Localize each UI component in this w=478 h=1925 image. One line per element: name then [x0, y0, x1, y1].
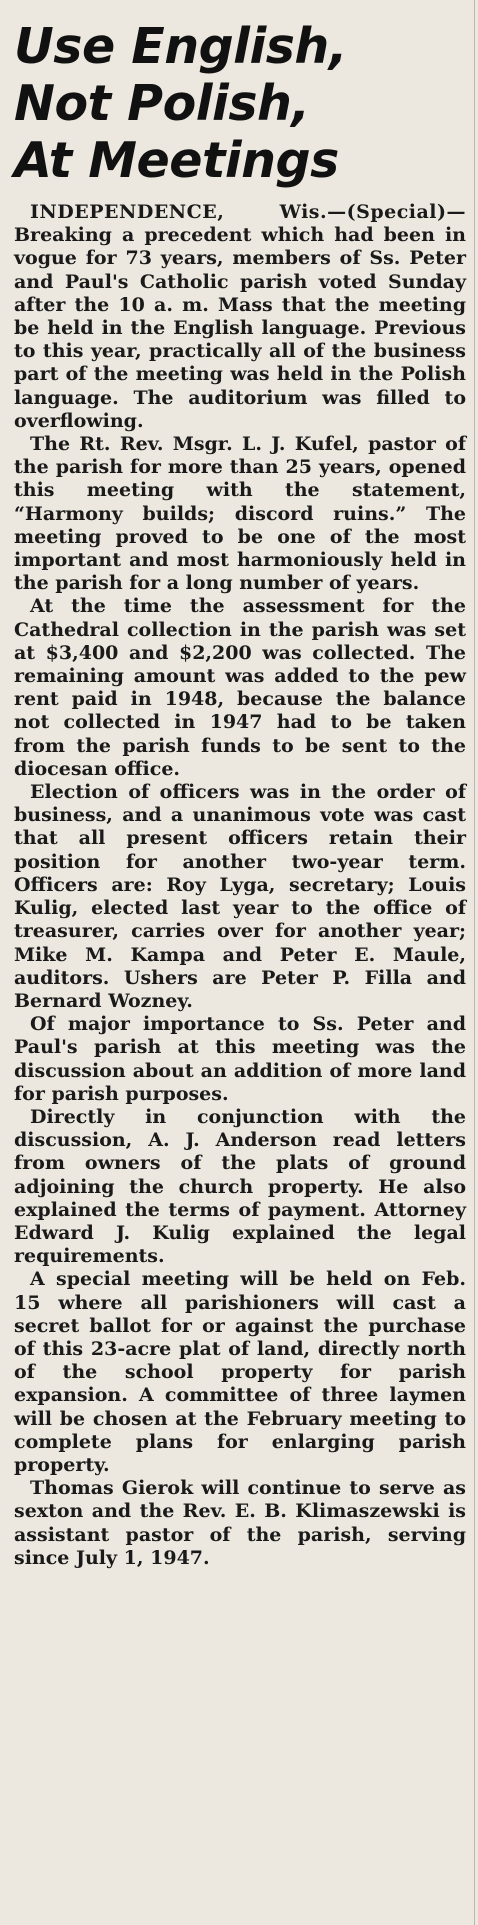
dateline: INDEPENDENCE, Wis.—(Special)— [30, 201, 466, 223]
article-paragraph-7: A special meeting will be held on Feb. 15 where all parishioners will cast a secret ballot for or against the purchase of this 23-acre plat of land, directly north of the school property for parish expansion. A committee of three laymen will be chosen at the February meeting to complete plans for enlarging parish property. [14, 1268, 466, 1476]
article-paragraph-2: The Rt. Rev. Msgr. L. J. Kufel, pastor of the parish for more than 25 years, opened this meeting with the statement, “Harmony builds; discord ruins.” The meeting proved to be one of the most important and most harmoniously held in the parish for a long number of years. [14, 433, 466, 595]
headline-line-3: At Meetings [14, 132, 339, 189]
article-paragraph-1 [14, 201, 466, 433]
paragraph-text: Breaking a precedent which had been in vogue for 73 years, members of Ss. Peter and Paul's Catholic parish voted Sunday after the 10 a. m. Mass that the meeting be held in the English language. Previous to this year, practically all of the business part of the meeting was held in the Polish language. The auditorium was filled to overflowing. [14, 224, 466, 432]
column-edge-rule [474, 0, 475, 1925]
article-paragraph-6: Directly in conjunction with the discussion, A. J. Anderson read letters from owners of the plats of ground adjoining the church property. He also explained the terms of payment. Attorney Edward J. Kulig explained the legal requirements. [14, 1105, 466, 1268]
article-paragraph-4: Election of officers was in the order of business, and a unanimous vote was cast that all present officers retain their position for another two-year term. Officers are: Roy Lyga, secretary; Louis Kulig, elected last year to the office of treasurer, carries over for another year; Mike M. Kampa and Peter E. Maule, auditors. Ushers are Peter P. Filla and Bernard Wozney. [14, 781, 466, 1012]
article-paragraph-3: At the time the assessment for the Cathedral collection in the parish was set at $3,400 and $2,200 was collected. The remaining amount was added to the pew rent paid in 1948, because the balance not collected in 1947 had to be taken from the parish funds to be sent to the diocesan office. [14, 595, 466, 780]
headline [14, 18, 466, 189]
article-paragraph-8: Thomas Gierok will continue to serve as sexton and the Rev. E. B. Klimaszewski is assistant pastor of the parish, serving since July 1, 1947. [14, 1477, 466, 1569]
headline-line-2: Not Polish, [14, 75, 310, 132]
article-paragraph-5: Of major importance to Ss. Peter and Paul's parish at this meeting was the discussion about an addition of more land for parish purposes. [14, 1013, 466, 1105]
headline-line-1: Use English, [14, 18, 347, 75]
article-body [14, 201, 466, 1570]
